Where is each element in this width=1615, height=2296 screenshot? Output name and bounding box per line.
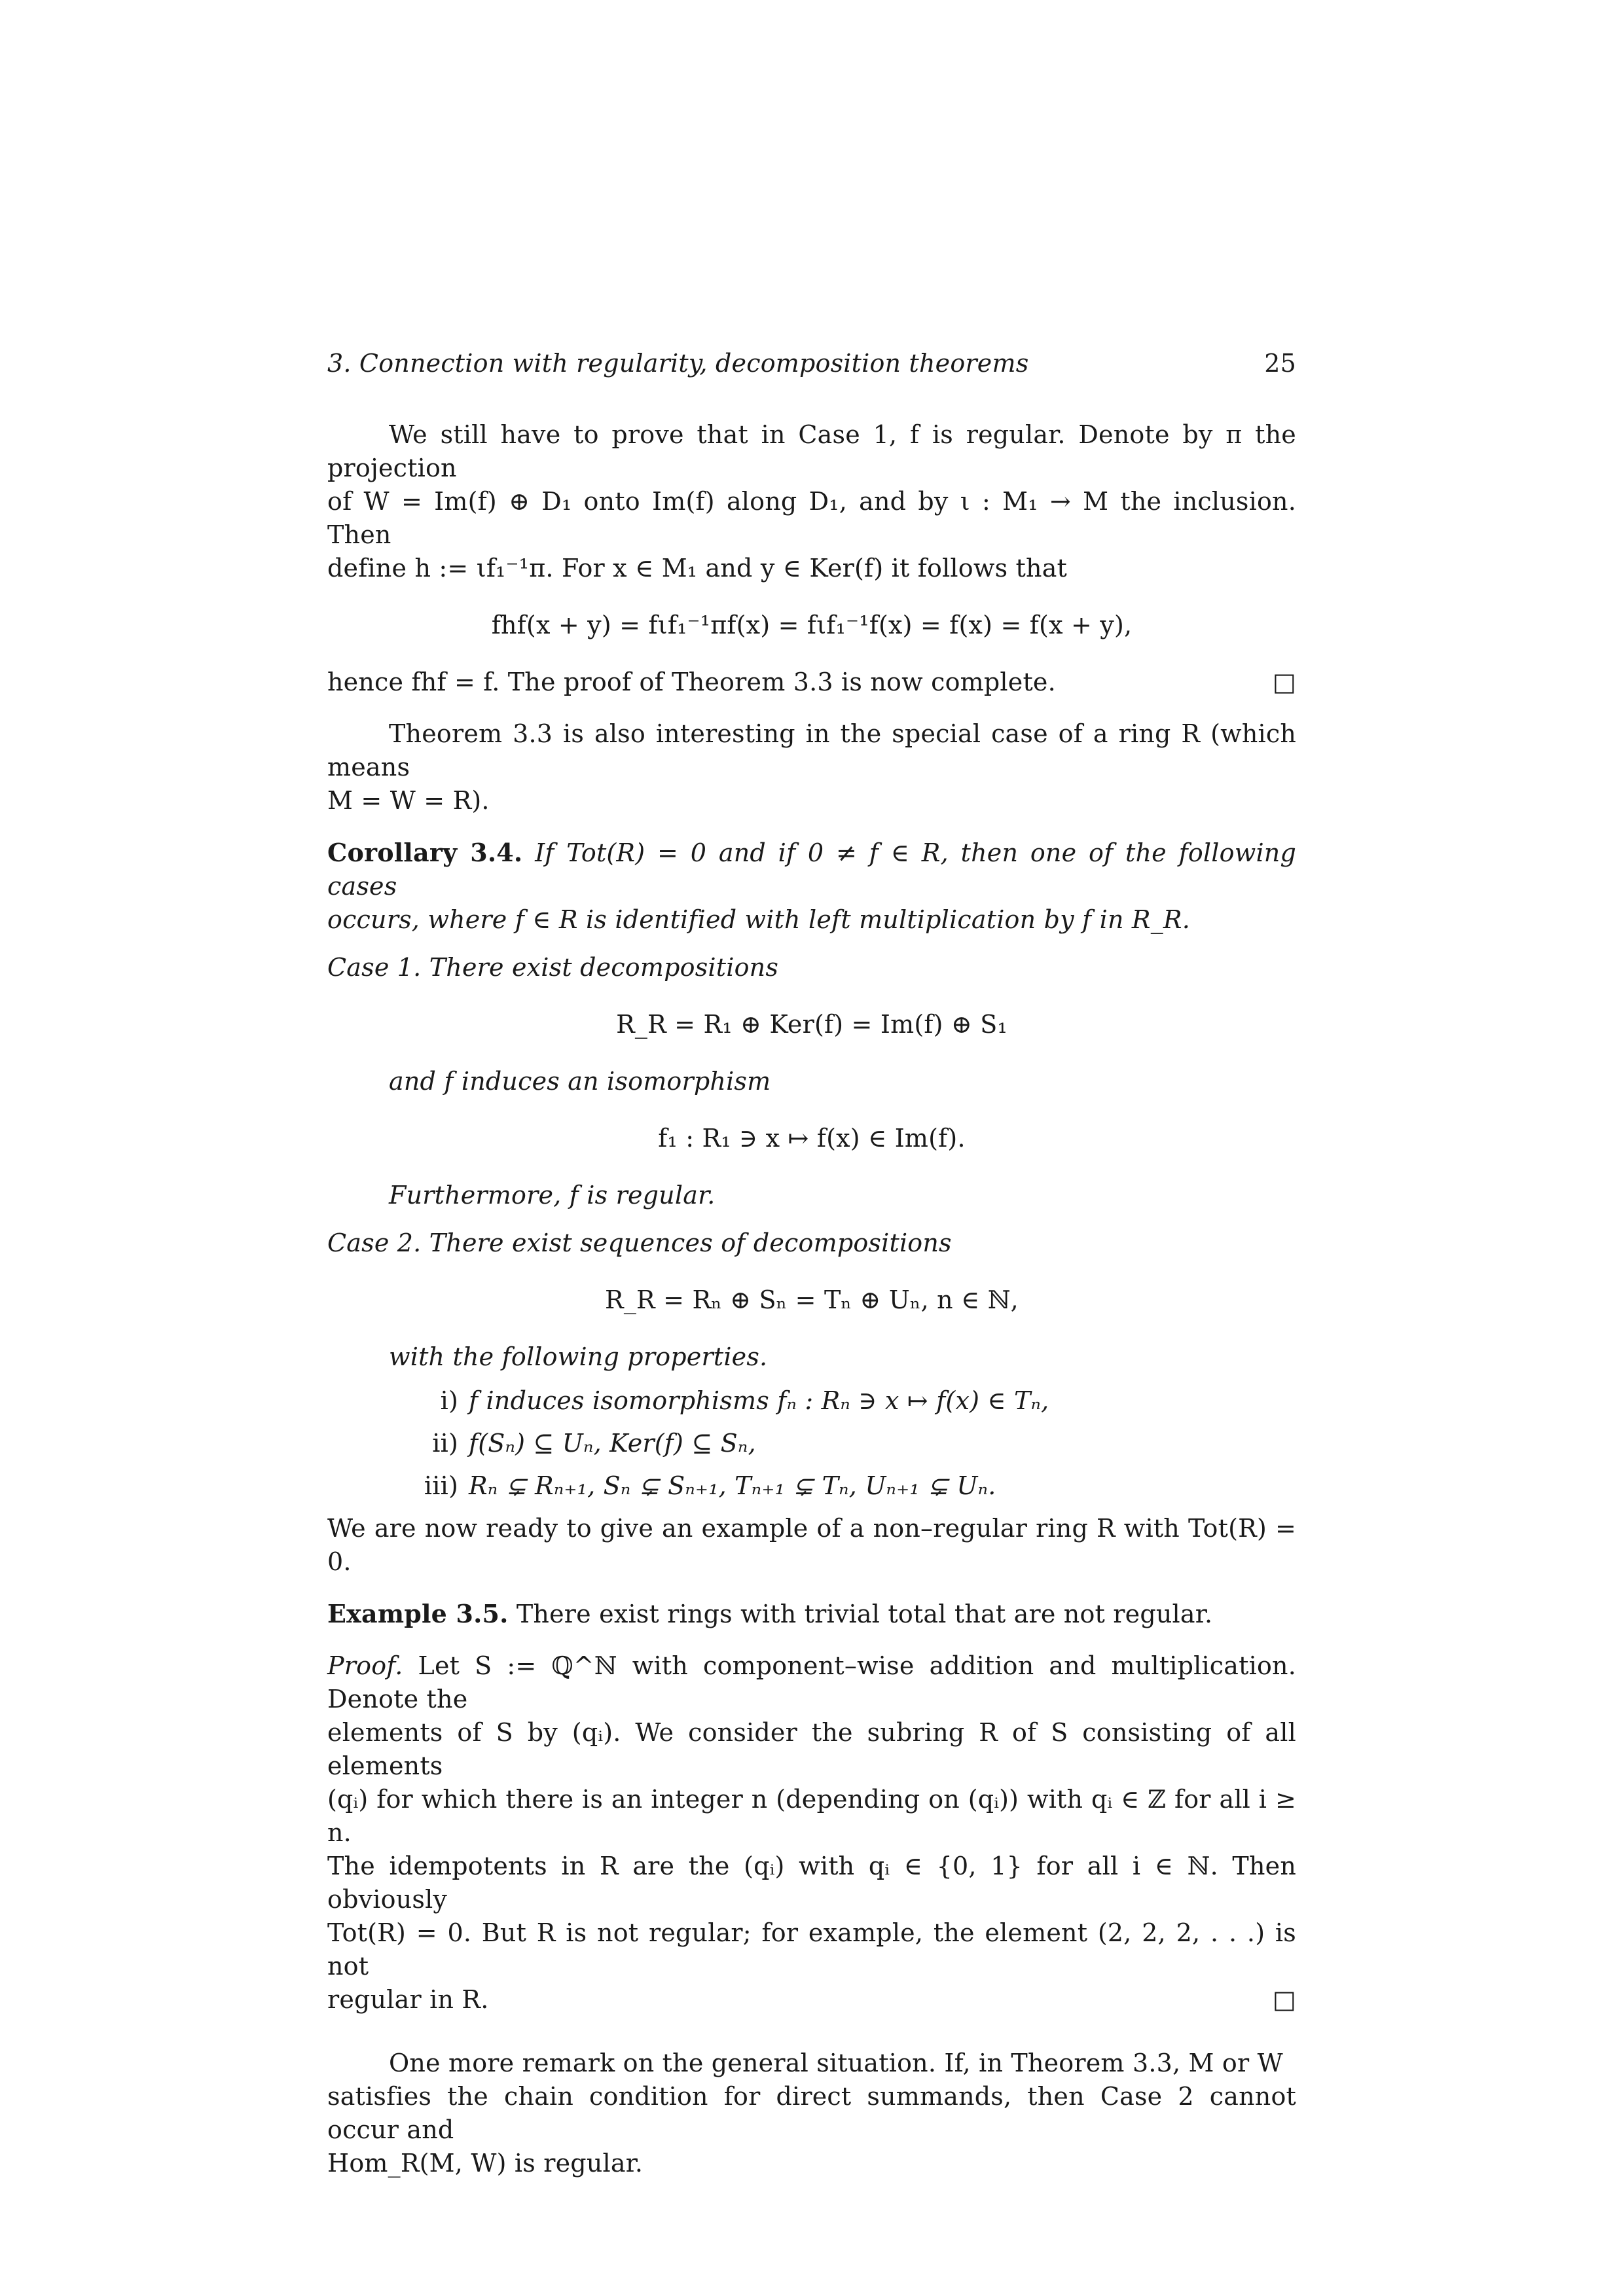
paragraph-regularity-proof [327, 418, 1296, 585]
section-title: 3. Connection with regularity, decomposition theorems [327, 349, 1029, 378]
text-line: define h := ιf₁⁻¹π. For x ∈ M₁ and y ∈ Ker(f) it follows that [327, 554, 1068, 583]
text-line: hence fhf = f. The proof of Theorem 3.3 is now complete. [327, 668, 1056, 696]
case-1-furthermore: Furthermore, f is regular. [389, 1181, 716, 1210]
text-line: Let S := ℚ^ℕ with component–wise addition and multiplication. Denote the [327, 1651, 1297, 1713]
case-1-heading: Case 1. There exist decompositions [327, 953, 779, 982]
running-header [327, 347, 1296, 380]
text-line: The idempotents in R are the (qᵢ) with qᵢ ∈ {0, 1} for all i ∈ ℕ. Then obviously [327, 1852, 1296, 1914]
proof-label: Proof. [327, 1651, 403, 1680]
list-item [406, 1469, 1296, 1503]
proof-block [327, 1649, 1296, 1983]
proof-end-line [327, 666, 1296, 699]
text-line: occurs, where f ∈ R is identified with left multiplication by f in R_R. [327, 905, 1191, 934]
example-text: There exist rings with trivial total that are not regular. [516, 1600, 1213, 1628]
text-line: One more remark on the general situation. If, in Theorem 3.3, M or W [389, 2049, 1283, 2077]
qed-symbol: □ [1272, 668, 1296, 696]
item-text: Rₙ ⊊ Rₙ₊₁, Sₙ ⊊ Sₙ₊₁, Tₙ₊₁ ⊊ Tₙ, Uₙ₊₁ ⊊ Uₙ. [469, 1471, 996, 1500]
case-1-text: and f induces an isomorphism [389, 1067, 771, 1096]
property-list [327, 1384, 1296, 1503]
page-content [327, 347, 1296, 2180]
example-3-5 [327, 1597, 1296, 1631]
paragraph-special-case [327, 717, 1296, 817]
text-line: If Tot(R) = 0 and if 0 ≠ f ∈ R, then one of the following cases [327, 838, 1296, 901]
text-line: satisfies the chain condition for direct summands, then Case 2 cannot occur and [327, 2082, 1296, 2144]
equation-case2-decomposition: R_R = Rₙ ⊕ Sₙ = Tₙ ⊕ Uₙ, n ∈ ℕ, [605, 1285, 1019, 1314]
text-line: elements of S by (qᵢ). We consider the subring R of S consisting of all elements [327, 1718, 1296, 1780]
equation-case1-decomposition: R_R = R₁ ⊕ Ker(f) = Im(f) ⊕ S₁ [616, 1010, 1007, 1039]
item-label: i) [440, 1386, 458, 1415]
ready-line: We are now ready to give an example of a non–regular ring R with Tot(R) = 0. [327, 1514, 1296, 1576]
corollary-3-4 [327, 836, 1296, 937]
equation-isomorphism: f₁ : R₁ ∋ x ↦ f(x) ∈ Im(f). [658, 1124, 966, 1153]
text-line: Theorem 3.3 is also interesting in the special case of a ring R (which means [327, 719, 1296, 781]
example-label: Example 3.5. [327, 1599, 509, 1628]
item-label: iii) [424, 1471, 458, 1500]
qed-symbol: □ [1272, 1985, 1296, 2014]
corollary-label: Corollary 3.4. [327, 838, 523, 867]
case-2-heading: Case 2. There exist sequences of decompositions [327, 1229, 952, 1257]
item-text: f induces isomorphisms fₙ : Rₙ ∋ x ↦ f(x) ∈ Tₙ, [469, 1386, 1049, 1415]
text-line: Tot(R) = 0. But R is not regular; for example, the element (2, 2, 2, . . .) is not [327, 1918, 1296, 1981]
paragraph-final-remark [327, 2047, 1296, 2180]
text-line: (qᵢ) for which there is an integer n (depending on (qᵢ)) with qᵢ ∈ ℤ for all i ≥ n. [327, 1785, 1296, 1847]
equation-fhf: fhf(x + y) = fιf₁⁻¹πf(x) = fιf₁⁻¹f(x) = f(x) = f(x + y), [491, 611, 1133, 639]
text-line: Hom_R(M, W) is regular. [327, 2149, 644, 2178]
text-line: We still have to prove that in Case 1, f is regular. Denote by π the projection [327, 420, 1296, 482]
list-item [406, 1384, 1296, 1418]
list-item [406, 1427, 1296, 1460]
item-label: ii) [432, 1429, 458, 1458]
text-line: of W = Im(f) ⊕ D₁ onto Im(f) along D₁, and by ι : M₁ → M the inclusion. Then [327, 487, 1296, 549]
item-text: f(Sₙ) ⊆ Uₙ, Ker(f) ⊆ Sₙ, [469, 1429, 756, 1458]
case-2-text: with the following properties. [389, 1342, 768, 1371]
page-number: 25 [1264, 349, 1296, 378]
text-line: regular in R. [327, 1985, 489, 2014]
proof-end-line [327, 1983, 1296, 2017]
text-line: M = W = R). [327, 786, 490, 815]
